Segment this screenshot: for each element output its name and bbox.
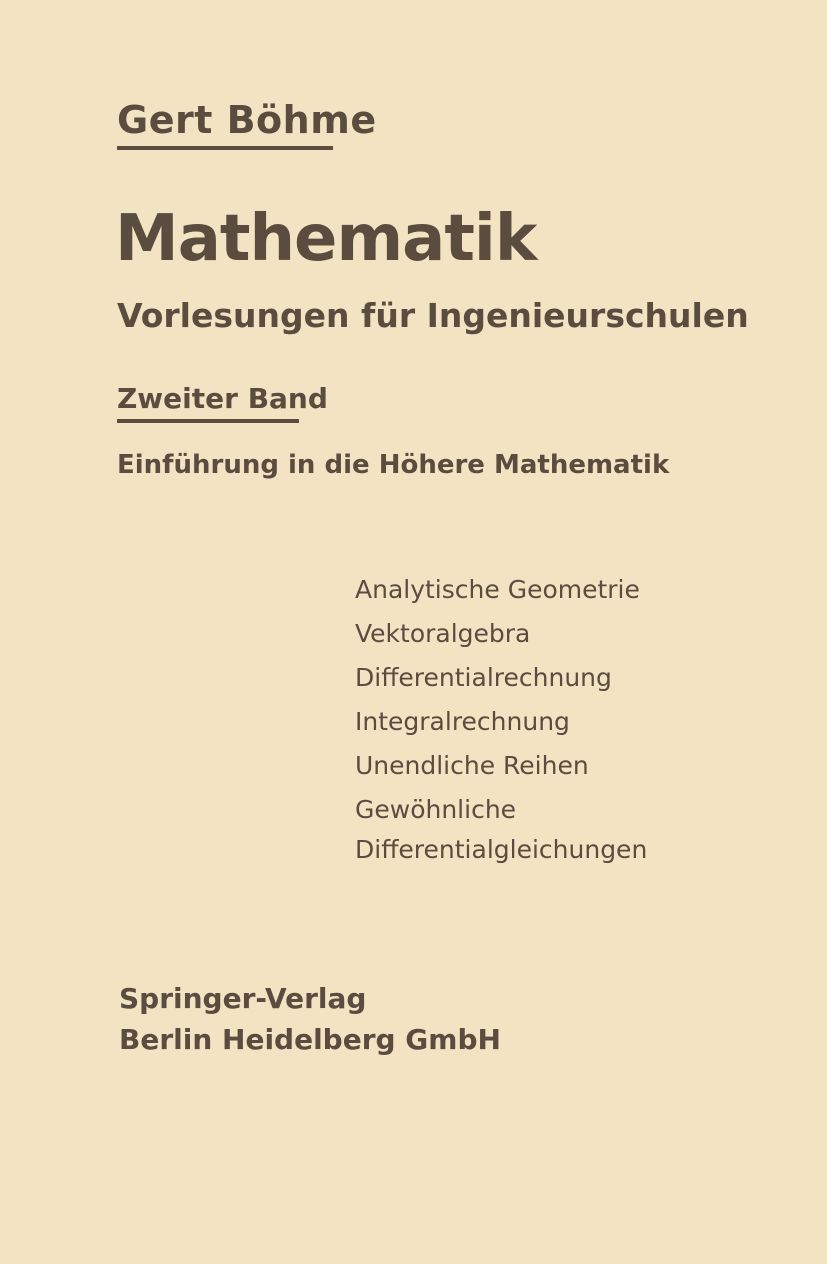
author-underline (117, 146, 333, 150)
topic-item: Unendliche Reihen (355, 751, 589, 780)
volume-underline (117, 419, 299, 423)
topic-item-line: Gewöhnliche (355, 795, 517, 824)
publisher-location: Berlin Heidelberg GmbH (119, 1023, 501, 1056)
publisher-name: Springer-Verlag (119, 982, 367, 1015)
topic-item (355, 790, 647, 870)
topic-item: Analytische Geometrie (355, 575, 640, 604)
book-subtitle: Vorlesungen für Ingenieurschulen (117, 296, 749, 335)
book-title: Mathematik (115, 202, 537, 276)
publisher-block (119, 978, 501, 1060)
author-name: Gert Böhme (117, 98, 377, 142)
volume-title: Einführung in die Höhere Mathematik (117, 450, 670, 480)
topic-list (355, 568, 647, 870)
topic-item: Integralrechnung (355, 707, 570, 736)
topic-item: Vektoralgebra (355, 619, 531, 648)
topic-item: Differentialrechnung (355, 663, 612, 692)
topic-item-line: Differentialgleichungen (355, 835, 648, 864)
volume-label: Zweiter Band (117, 382, 328, 415)
